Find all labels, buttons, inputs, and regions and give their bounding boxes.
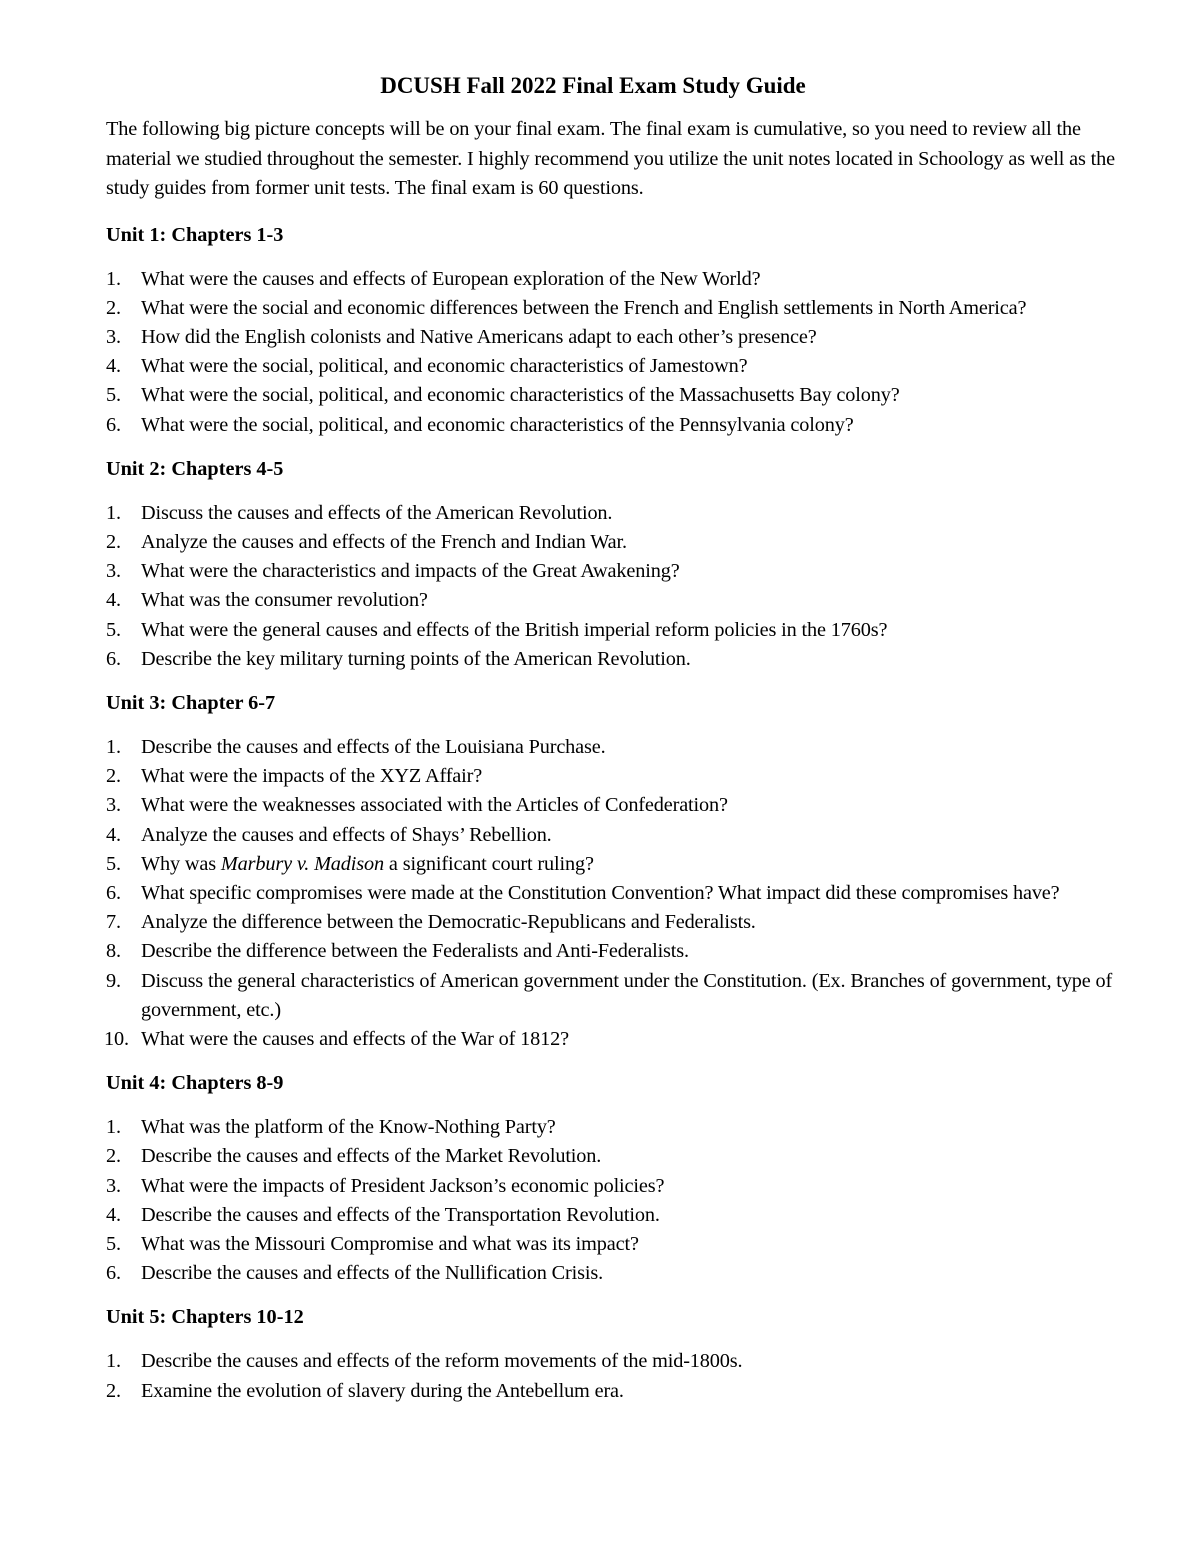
- question-item: [106, 967, 1120, 1025]
- question-text: What were the social, political, and economic characteristics of the Pennsylvania colony?: [141, 413, 854, 436]
- unit-heading: Unit 3: Chapter 6-7: [106, 691, 276, 714]
- question-number: 3.: [106, 560, 121, 583]
- question-item: [106, 294, 1120, 323]
- question-text: Describe the causes and effects of the Nullification Crisis.: [141, 1262, 604, 1285]
- question-item: [106, 1230, 1120, 1259]
- question-number: 1.: [106, 735, 121, 758]
- question-item: [106, 557, 1120, 586]
- question-number: 3.: [106, 325, 121, 348]
- question-text: Describe the key military turning points of the American Revolution.: [141, 647, 691, 670]
- question-number: 7.: [106, 911, 121, 934]
- question-text: Describe the causes and effects of the Transportation Revolution.: [141, 1203, 660, 1226]
- question-number: 9.: [106, 969, 121, 992]
- question-text: a significant court ruling?: [384, 852, 594, 875]
- unit-heading: Unit 1: Chapters 1-3: [106, 223, 284, 246]
- question-item: [106, 821, 1120, 850]
- question-text: Discuss the causes and effects of the American Revolution.: [141, 501, 613, 524]
- question-text: What were the impacts of the XYZ Affair?: [141, 765, 483, 788]
- unit-heading: Unit 2: Chapters 4-5: [106, 457, 284, 480]
- question-list: [106, 1113, 1120, 1288]
- page-title: DCUSH Fall 2022 Final Exam Study Guide: [380, 73, 806, 98]
- question-item: [106, 499, 1120, 528]
- question-item: [106, 1377, 1120, 1406]
- question-text: What were the weaknesses associated with the Articles of Confederation?: [141, 794, 728, 817]
- question-number: 1.: [106, 501, 121, 524]
- question-number: 5.: [106, 852, 121, 875]
- question-item: [106, 616, 1120, 645]
- question-item: [106, 762, 1120, 791]
- question-text: Discuss the general characteristics of American government under the Constitution. (Ex. Branches of government, type of government, etc.): [141, 969, 1113, 1021]
- question-number: 6.: [106, 881, 121, 904]
- question-number: 6.: [106, 1262, 121, 1285]
- intro-paragraph: The following big picture concepts will be on your final exam. The final exam is cumulative, so you need to review all the material we studied throughout the semester. I highly recommend you utilize the unit notes located in Schoology as well as the study guides from former unit tests. The final exam is 60 questions.: [106, 118, 1116, 199]
- unit-section: [106, 455, 1120, 674]
- question-number: 5.: [106, 1232, 121, 1255]
- question-number: 2.: [106, 530, 121, 553]
- question-list: [106, 1347, 1120, 1405]
- question-item: [106, 1347, 1120, 1376]
- question-number: 4.: [106, 589, 121, 612]
- question-item: [106, 411, 1120, 440]
- question-list: [106, 499, 1120, 674]
- question-item: [106, 937, 1120, 966]
- question-text: What were the general causes and effects of the British imperial reform policies in the 1760s?: [141, 618, 888, 641]
- question-text: Examine the evolution of slavery during the Antebellum era.: [141, 1379, 624, 1402]
- question-text: What was the consumer revolution?: [141, 589, 428, 612]
- question-list: [106, 265, 1120, 440]
- question-text: Describe the causes and effects of the reform movements of the mid-1800s.: [141, 1350, 743, 1373]
- question-text: What were the social, political, and economic characteristics of the Massachusetts Bay colony?: [141, 384, 900, 407]
- question-number: 5.: [106, 384, 121, 407]
- question-number: 1.: [106, 1350, 121, 1373]
- question-text: What were the impacts of President Jackson’s economic policies?: [141, 1174, 665, 1197]
- unit-heading: Unit 5: Chapters 10-12: [106, 1306, 304, 1329]
- question-item: [106, 645, 1120, 674]
- question-item: [106, 1201, 1120, 1230]
- question-text: Describe the difference between the Federalists and Anti-Federalists.: [141, 940, 689, 963]
- question-number: 2.: [106, 296, 121, 319]
- question-item: [106, 528, 1120, 557]
- question-text: Analyze the causes and effects of Shays’ Rebellion.: [141, 823, 552, 846]
- question-text: What were the social, political, and economic characteristics of Jamestown?: [141, 355, 748, 378]
- question-item: [106, 1172, 1120, 1201]
- question-number: 3.: [106, 794, 121, 817]
- unit-heading: Unit 4: Chapters 8-9: [106, 1072, 284, 1095]
- question-item: [106, 908, 1120, 937]
- question-item: [106, 352, 1120, 381]
- question-text: Why was: [141, 852, 221, 875]
- question-text: What were the characteristics and impacts of the Great Awakening?: [141, 560, 680, 583]
- question-number: 2.: [106, 1379, 121, 1402]
- question-item: [106, 1025, 1120, 1054]
- question-item: [106, 791, 1120, 820]
- question-number: 6.: [106, 413, 121, 436]
- unit-section: [106, 1069, 1120, 1288]
- question-item: [106, 733, 1120, 762]
- question-item: [106, 586, 1120, 615]
- question-item: [106, 850, 1120, 879]
- question-text: What were the causes and effects of the War of 1812?: [141, 1027, 569, 1050]
- question-text: What were the social and economic differences between the French and English settlements in North America?: [141, 296, 1027, 319]
- unit-section: [106, 689, 1120, 1054]
- unit-section: [106, 1303, 1120, 1405]
- question-number: 4.: [106, 355, 121, 378]
- question-text: What were the causes and effects of European exploration of the New World?: [141, 267, 761, 290]
- question-item: [106, 1142, 1120, 1171]
- question-text: What specific compromises were made at the Constitution Convention? What impact did these compromises have?: [141, 881, 1060, 904]
- question-number: 1.: [106, 1116, 121, 1139]
- question-number: 4.: [106, 823, 121, 846]
- question-number: 1.: [106, 267, 121, 290]
- units-container: [106, 221, 1120, 1406]
- unit-section: [106, 221, 1120, 440]
- question-number: 4.: [106, 1203, 121, 1226]
- question-text: How did the English colonists and Native Americans adapt to each other’s presence?: [141, 325, 817, 348]
- question-number: 2.: [106, 765, 121, 788]
- question-text: Analyze the difference between the Democratic-Republicans and Federalists.: [141, 911, 756, 934]
- question-text: Describe the causes and effects of the Louisiana Purchase.: [141, 735, 606, 758]
- question-item: [106, 879, 1120, 908]
- question-number: 8.: [106, 940, 121, 963]
- question-item: [106, 323, 1120, 352]
- question-item: [106, 265, 1120, 294]
- question-item: [106, 1113, 1120, 1142]
- question-item: [106, 1259, 1120, 1288]
- case-name: Marbury v. Madison: [220, 852, 385, 875]
- question-number: 6.: [106, 647, 121, 670]
- question-number: 10.: [104, 1027, 129, 1050]
- question-text: What was the platform of the Know-Nothing Party?: [141, 1116, 556, 1139]
- question-text: What was the Missouri Compromise and what was its impact?: [141, 1232, 639, 1255]
- question-number: 2.: [106, 1145, 121, 1168]
- question-list: [106, 733, 1120, 1054]
- question-number: 3.: [106, 1174, 121, 1197]
- question-text: Analyze the causes and effects of the French and Indian War.: [141, 530, 627, 553]
- question-item: [106, 381, 1120, 410]
- question-number: 5.: [106, 618, 121, 641]
- question-text: Describe the causes and effects of the Market Revolution.: [141, 1145, 602, 1168]
